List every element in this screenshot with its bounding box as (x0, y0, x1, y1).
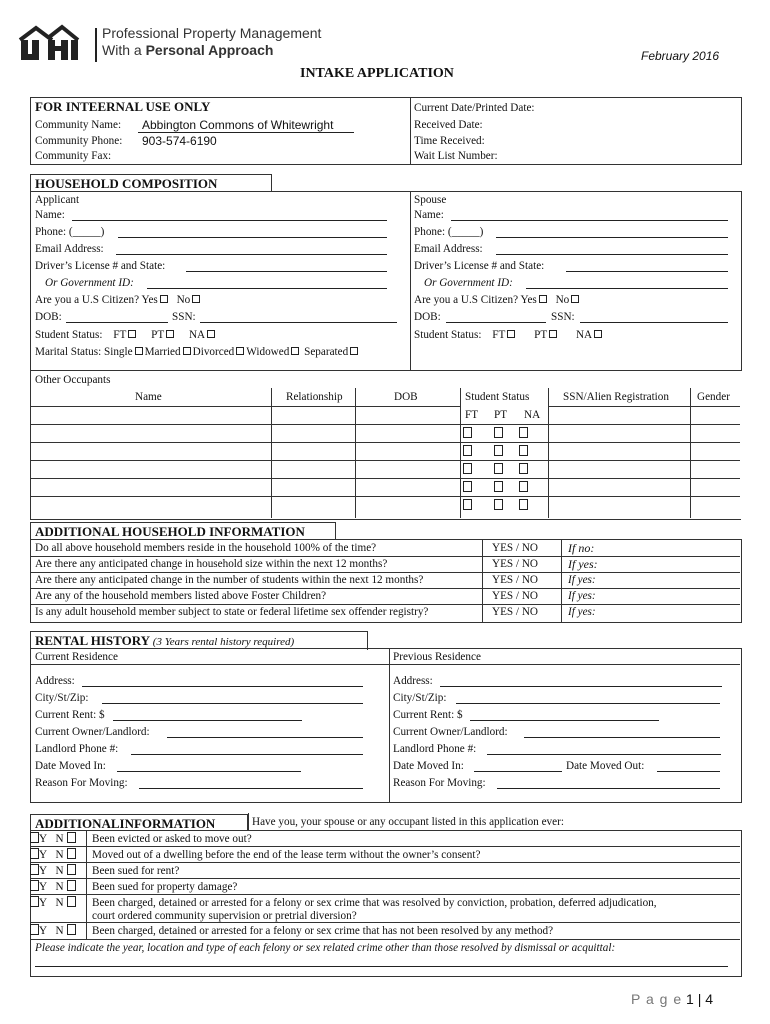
marital-option: Single (103, 346, 133, 358)
previous-city-field[interactable] (456, 703, 720, 704)
occupant-na-checkbox[interactable] (519, 463, 528, 474)
n-label: N (55, 897, 64, 909)
company-logo (18, 22, 86, 64)
spouse-dl-field[interactable] (566, 271, 728, 272)
additional-household-heading: ADDITIONAL HOUSEHOLD INFORMATION (30, 522, 336, 539)
household-question: Is any adult household member subject to state or federal lifetime sex offender registry? (35, 606, 429, 618)
spouse-student-row (414, 328, 604, 342)
yes-no-toggle[interactable]: YES / NO (492, 542, 538, 554)
page-current: 1 (686, 991, 694, 1007)
occupant-pt-checkbox[interactable] (494, 499, 503, 510)
tagline-line1: Professional Property Management (102, 25, 322, 41)
spouse-citizen-row (414, 293, 581, 307)
n-label: N (55, 881, 64, 893)
occupant-na-checkbox[interactable] (519, 481, 528, 492)
followup-note: If yes: (568, 574, 596, 586)
history-y-checkbox[interactable] (30, 848, 39, 859)
applicant-name-field[interactable] (72, 220, 387, 221)
occupant-row (463, 481, 528, 495)
n-label: N (55, 849, 64, 861)
n-label: N (55, 925, 64, 937)
marital-status-label: Marital Status: (35, 346, 102, 358)
household-question: Are any of the household members listed above Foster Children? (35, 590, 327, 602)
previous-owner-field[interactable] (524, 737, 720, 738)
previous-moved-in-field[interactable] (474, 771, 562, 772)
current-residence-label: Current Residence (35, 651, 118, 663)
community-fax-label: Community Fax: (35, 150, 112, 162)
spouse-dl-label: Driver’s License # and State: (414, 260, 545, 272)
household-heading: HOUSEHOLD COMPOSITION (30, 174, 272, 191)
current-landlord-phone-field[interactable] (131, 754, 363, 755)
spouse-phone-label: Phone: (_____) (414, 226, 484, 238)
spouse-email-label: Email Address: (414, 243, 483, 255)
occupant-ft-checkbox[interactable] (463, 427, 472, 438)
spouse-student-ft-checkbox[interactable] (507, 330, 515, 338)
marital-married-checkbox[interactable] (183, 347, 191, 355)
additional-info-heading: ADDITIONALINFORMATION (30, 814, 248, 831)
page-sep: | (697, 991, 702, 1007)
applicant-ssn-label: SSN: (172, 311, 196, 323)
citizen-no-checkbox[interactable] (192, 295, 200, 303)
applicant-dob-label: DOB: (35, 311, 62, 323)
occupant-na-checkbox[interactable] (519, 427, 528, 438)
previous-rent-field[interactable] (470, 720, 659, 721)
spouse-citizen-yes-checkbox[interactable] (539, 295, 547, 303)
wait-list-label: Wait List Number: (414, 150, 498, 162)
student-ft-label: FT (113, 329, 127, 341)
previous-moved-out-label: Date Moved Out: (566, 760, 645, 772)
community-phone-label: Community Phone: (35, 135, 123, 147)
previous-owner-label: Current Owner/Landlord: (393, 726, 508, 738)
applicant-email-label: Email Address: (35, 243, 104, 255)
applicant-student-row (35, 328, 217, 342)
y-label: Y (39, 897, 47, 909)
history-row (30, 848, 76, 862)
n-label: N (55, 833, 64, 845)
current-reason-field[interactable] (139, 788, 363, 789)
community-phone-value[interactable]: 903-574-6190 (142, 134, 217, 148)
page-word: P a g e (631, 991, 683, 1007)
tagline-line2-bold: Personal Approach (145, 42, 274, 58)
occupants-col-student-status: Student Status (465, 391, 530, 403)
applicant-gov-id-field[interactable] (147, 288, 387, 289)
citizen-yes-checkbox[interactable] (160, 295, 168, 303)
student-status-label: Student Status: (35, 329, 103, 341)
page-total: 4 (705, 991, 714, 1007)
student-pt-checkbox[interactable] (166, 330, 174, 338)
occupants-label: Other Occupants (35, 374, 111, 386)
student-pt-label: PT (151, 329, 165, 341)
tagline-line2-prefix: With a (102, 42, 146, 58)
previous-city-label: City/St/Zip: (393, 692, 447, 704)
time-received-label: Time Received: (414, 135, 485, 147)
history-n-checkbox[interactable] (67, 864, 76, 875)
history-n-checkbox[interactable] (67, 832, 76, 843)
history-item: Moved out of a dwelling before the end of the lease term without the owner’s consent? (92, 849, 481, 861)
marital-option: Widowed (246, 346, 290, 358)
spouse-phone-field[interactable] (496, 237, 728, 238)
occupants-col-ssn: SSN/Alien Registration (563, 391, 669, 403)
history-row (30, 896, 76, 910)
current-rent-field[interactable] (113, 720, 302, 721)
status-sub-na: NA (524, 409, 541, 421)
history-y-checkbox[interactable] (30, 924, 39, 935)
n-label: N (55, 865, 64, 877)
marital-option: Divorced (192, 346, 235, 358)
occupants-col-relationship: Relationship (286, 391, 343, 403)
history-row (30, 832, 76, 846)
spouse-email-field[interactable] (496, 254, 728, 255)
y-label: Y (39, 881, 47, 893)
spouse-name-field[interactable] (451, 220, 728, 221)
history-row (30, 864, 76, 878)
occupant-pt-checkbox[interactable] (494, 463, 503, 474)
history-n-checkbox[interactable] (67, 924, 76, 935)
community-name-value[interactable]: Abbington Commons of Whitewright (142, 118, 334, 132)
y-label: Y (39, 865, 47, 877)
followup-note: If yes: (568, 557, 598, 571)
history-n-checkbox[interactable] (67, 896, 76, 907)
previous-address-label: Address: (393, 675, 433, 687)
spouse-dob-label: DOB: (414, 311, 441, 323)
occupants-col-dob: DOB (394, 391, 418, 403)
occupant-pt-checkbox[interactable] (494, 481, 503, 492)
history-item: Been sued for rent? (92, 865, 180, 877)
marital-divorced-checkbox[interactable] (236, 347, 244, 355)
community-name-label: Community Name: (35, 119, 122, 131)
occupant-na-checkbox[interactable] (519, 499, 528, 510)
y-label: Y (39, 849, 47, 861)
history-y-checkbox[interactable] (30, 832, 39, 843)
marital-option: Married (144, 346, 181, 358)
y-label: Y (39, 925, 47, 937)
occupant-na-checkbox[interactable] (519, 445, 528, 456)
current-owner-label: Current Owner/Landlord: (35, 726, 150, 738)
current-moved-in-field[interactable] (117, 771, 301, 772)
occupant-row (463, 445, 528, 459)
status-sub-pt: PT (494, 409, 508, 421)
current-rent-label: Current Rent: $ (35, 709, 105, 721)
felony-note: Please indicate the year, location and type of each felony or sex related crime other than those resolved by dismissal or acquittal: (35, 942, 616, 954)
occupant-row (463, 463, 528, 477)
history-item: Been evicted or asked to move out? (92, 833, 252, 845)
history-row (30, 880, 76, 894)
occupant-ft-checkbox[interactable] (463, 481, 472, 492)
history-item: Been charged, detained or arrested for a felony or sex crime that has not been resolved by any method? (92, 925, 554, 937)
marital-widowed-checkbox[interactable] (291, 347, 299, 355)
additional-info-prompt: Have you, your spouse or any occupant listed in this application ever: (252, 816, 564, 828)
current-landlord-phone-label: Landlord Phone #: (35, 743, 119, 755)
followup-note: If yes: (568, 606, 596, 618)
occupant-ft-checkbox[interactable] (463, 445, 472, 456)
previous-landlord-phone-field[interactable] (487, 754, 721, 755)
yes-no-toggle[interactable]: YES / NO (492, 558, 538, 570)
current-address-label: Address: (35, 675, 75, 687)
applicant-ssn-field[interactable] (200, 322, 397, 323)
spouse-student-pt-checkbox[interactable] (549, 330, 557, 338)
occupant-row (463, 499, 528, 513)
rental-heading-text: RENTAL HISTORY (35, 633, 150, 648)
history-y-checkbox[interactable] (30, 880, 39, 891)
marital-option: Separated (304, 346, 349, 358)
internal-use-heading: FOR INTEERNAL USE ONLY (35, 99, 211, 114)
current-city-label: City/St/Zip: (35, 692, 89, 704)
history-item-continued: court ordered community supervision or pretrial diversion? (92, 910, 357, 922)
applicant-dl-label: Driver’s License # and State: (35, 260, 166, 272)
previous-address-field[interactable] (440, 686, 722, 687)
spouse-dob-field[interactable] (446, 322, 546, 323)
marital-status-row (35, 345, 360, 359)
felony-details-field[interactable] (35, 966, 728, 967)
student-ft-label: FT (492, 329, 506, 341)
spouse-gov-id-field[interactable] (526, 288, 728, 289)
history-y-checkbox[interactable] (30, 864, 39, 875)
spouse-gov-id-label: Or Government ID: (424, 277, 513, 289)
applicant-email-field[interactable] (116, 254, 387, 255)
current-address-field[interactable] (82, 686, 363, 687)
history-y-checkbox[interactable] (30, 896, 39, 907)
history-n-checkbox[interactable] (67, 880, 76, 891)
previous-moved-in-label: Date Moved In: (393, 760, 464, 772)
citizen-no-label: No (555, 294, 570, 306)
occupants-col-gender: Gender (697, 391, 730, 403)
page-number (631, 990, 713, 1008)
applicant-dob-field[interactable] (66, 322, 168, 323)
citizen-no-label: No (176, 294, 191, 306)
occupant-pt-checkbox[interactable] (494, 445, 503, 456)
previous-landlord-phone-label: Landlord Phone #: (393, 743, 477, 755)
previous-residence-label: Previous Residence (393, 651, 481, 663)
household-question: Are there any anticipated change in the number of students within the next 12 months? (35, 574, 424, 586)
history-item: Been sued for property damage? (92, 881, 238, 893)
form-date: February 2016 (641, 49, 720, 63)
citizen-yes-label: Yes (520, 294, 537, 306)
spouse-ssn-label: SSN: (551, 311, 575, 323)
previous-rent-label: Current Rent: $ (393, 709, 463, 721)
occupant-row (463, 427, 528, 441)
current-date-label: Current Date/Printed Date: (414, 102, 535, 114)
spouse-student-na-checkbox[interactable] (594, 330, 602, 338)
citizen-question: Are you a U.S Citizen? (35, 294, 140, 306)
applicant-citizen-row (35, 293, 202, 307)
applicant-name-label: Name: (35, 209, 65, 221)
marital-single-checkbox[interactable] (135, 347, 143, 355)
household-section (30, 191, 742, 371)
previous-reason-label: Reason For Moving: (393, 777, 486, 789)
applicant-phone-label: Phone: (_____) (35, 226, 105, 238)
citizen-question: Are you a U.S Citizen? (414, 294, 519, 306)
previous-reason-field[interactable] (497, 788, 720, 789)
history-item: Been charged, detained or arrested for a felony or sex crime that was resolved by conviction, probation, deferred adjudication, (92, 897, 657, 909)
applicant-gov-id-label: Or Government ID: (45, 277, 134, 289)
occupant-ft-checkbox[interactable] (463, 463, 472, 474)
followup-note: If no: (568, 541, 595, 555)
household-question: Do all above household members reside in the household 100% of the time? (35, 542, 377, 554)
yes-no-toggle[interactable]: YES / NO (492, 606, 538, 618)
y-label: Y (39, 833, 47, 845)
spouse-label: Spouse (414, 194, 447, 206)
previous-moved-out-field[interactable] (657, 771, 720, 772)
page-title: INTAKE APPLICATION (300, 66, 454, 81)
applicant-dl-field[interactable] (186, 271, 387, 272)
spouse-name-label: Name: (414, 209, 444, 221)
rental-heading-note: (3 Years rental history required) (152, 636, 295, 648)
student-status-label: Student Status: (414, 329, 482, 341)
yes-no-toggle[interactable]: YES / NO (492, 574, 538, 586)
occupant-pt-checkbox[interactable] (494, 427, 503, 438)
spouse-ssn-field[interactable] (580, 322, 728, 323)
student-na-label: NA (188, 329, 206, 341)
current-moved-in-label: Date Moved In: (35, 760, 106, 772)
yes-no-toggle[interactable]: YES / NO (492, 590, 538, 602)
student-na-checkbox[interactable] (207, 330, 215, 338)
tagline-line2 (102, 42, 273, 58)
student-ft-checkbox[interactable] (128, 330, 136, 338)
student-na-label: NA (575, 329, 593, 341)
current-city-field[interactable] (102, 703, 363, 704)
applicant-label: Applicant (35, 194, 80, 206)
household-question: Are there any anticipated change in household size within the next 12 months? (35, 558, 388, 570)
received-date-label: Received Date: (414, 119, 483, 131)
occupant-ft-checkbox[interactable] (463, 499, 472, 510)
current-reason-label: Reason For Moving: (35, 777, 128, 789)
applicant-phone-field[interactable] (118, 237, 387, 238)
spouse-citizen-no-checkbox[interactable] (571, 295, 579, 303)
history-n-checkbox[interactable] (67, 848, 76, 859)
history-row (30, 924, 76, 938)
current-owner-field[interactable] (167, 737, 363, 738)
student-pt-label: PT (534, 329, 548, 341)
marital-separated-checkbox[interactable] (350, 347, 358, 355)
occupants-col-name: Name (135, 391, 162, 403)
status-sub-ft: FT (465, 409, 479, 421)
citizen-yes-label: Yes (141, 294, 158, 306)
followup-note: If yes: (568, 590, 596, 602)
